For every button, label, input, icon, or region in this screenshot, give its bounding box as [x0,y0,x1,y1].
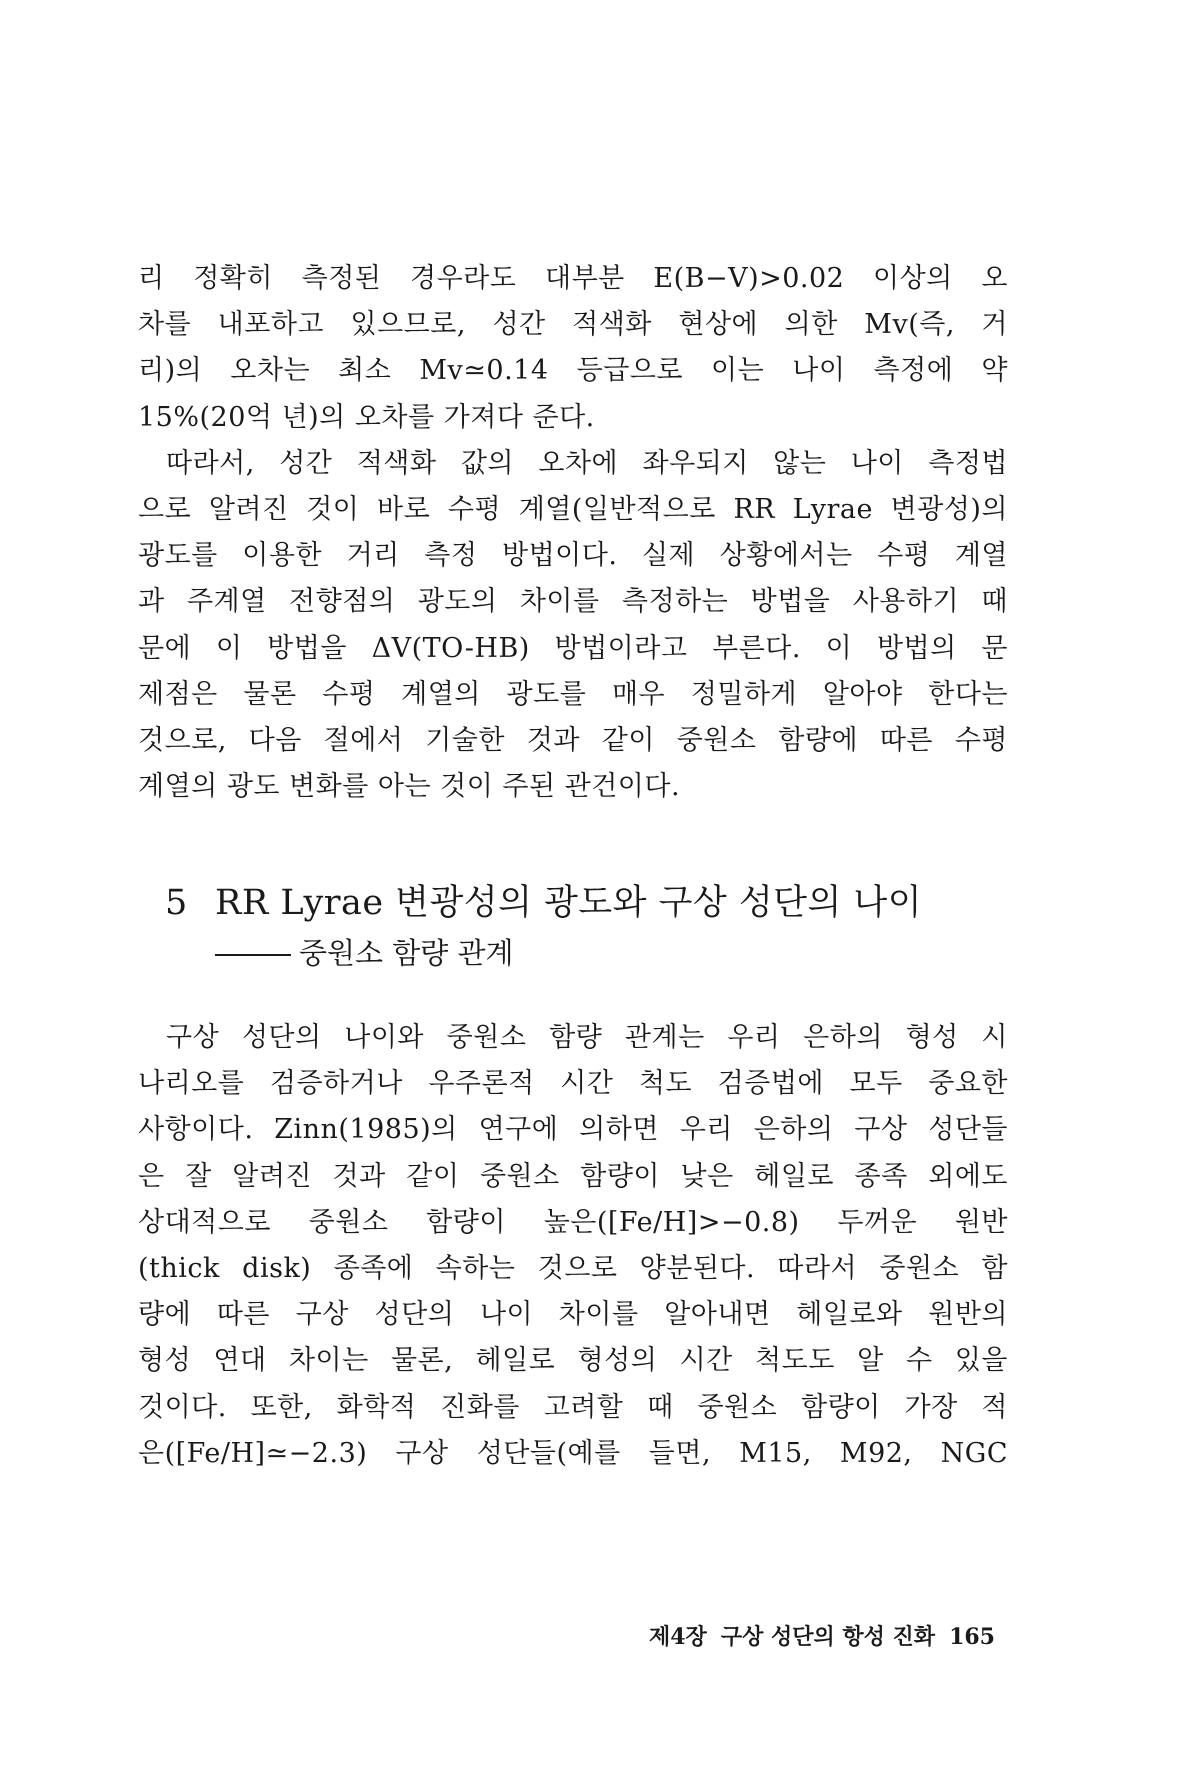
text-line: 나리오를 검증하거나 우주론적 시간 척도 검증법에 모두 중요한 [138,1068,1008,1100]
text-line: 은([Fe/H]≃−2.3) 구상 성단들(예를 들면, M15, M92, NGC [138,1437,1008,1469]
text-line: (thick disk) 종족에 속하는 것으로 양분된다. 따라서 중원소 함 [138,1252,1008,1284]
text-line: 15%(20억 년)의 오차를 가져다 준다. [138,401,595,433]
text-line: 형성 연대 차이는 물론, 헤일로 형성의 시간 척도도 알 수 있을 [138,1345,1008,1377]
body-text-bottom [138,1015,1008,1477]
text-line: 제점은 물론 수평 계열의 광도를 매우 정밀하게 알아야 한다는 [138,678,1008,710]
text-line: 것이다. 또한, 화학적 진화를 고려할 때 중원소 함량이 가장 적 [138,1391,1008,1423]
text-line: 구상 성단의 나이와 중원소 함량 관계는 우리 은하의 형성 시 [166,1022,1008,1053]
section-subtitle-line [165,928,965,978]
text-line: 과 주계열 전향점의 광도의 차이를 측정하는 방법을 사용하기 때 [138,586,1008,618]
section-subtitle: 중원소 함량 관계 [299,936,514,970]
text-line: 량에 따른 구상 성단의 나이 차이를 알아내면 헤일로와 원반의 [138,1299,1008,1331]
em-dash-rule [215,954,291,956]
text-line: 계열의 광도 변화를 아는 것이 주된 관건이다. [138,771,681,803]
text-line: 광도를 이용한 거리 측정 방법이다. 실제 상황에서는 수평 계열 [138,540,1008,572]
text-line: 문에 이 방법을 ΔV(TO-HB) 방법이라고 부른다. 이 방법의 문 [138,632,1008,664]
section-heading [165,878,965,978]
text-line: 리 정확히 측정된 경우라도 대부분 E(B−V)>0.02 이상의 오 [138,263,1008,294]
running-footer [555,1620,995,1654]
text-line: 리)의 오차는 최소 Mv≃0.14 등급으로 이는 나이 측정에 약 [138,355,1008,387]
text-line: 으로 알려진 것이 바로 수평 계열(일반적으로 RR Lyrae 변광성)의 [138,493,1008,525]
text-line: 차를 내포하고 있으므로, 성간 적색화 현상에 의한 Mv(즉, 거 [138,309,1008,341]
text-line: 따라서, 성간 적색화 값의 오차에 좌우되지 않는 나이 측정법 [166,447,1008,479]
text-line: 것으로, 다음 절에서 기술한 것과 같이 중원소 함량에 따른 수평 [138,724,1008,756]
page-number: 165 [949,1624,995,1650]
text-line: 상대적으로 중원소 함량이 높은([Fe/H]>−0.8) 두꺼운 원반 [138,1206,1008,1238]
body-text-top [138,256,1008,810]
footer-chapter-title: 구상 성단의 항성 진화 [720,1624,936,1650]
text-line: 은 잘 알려진 것과 같이 중원소 함량이 낮은 헤일로 종족 외에도 [138,1160,1008,1192]
section-title: RR Lyrae 변광성의 광도와 구상 성단의 나이 [215,883,923,923]
footer-chapter: 제4장 [649,1624,707,1650]
text-line: 사항이다. Zinn(1985)의 연구에 의하면 우리 은하의 구상 성단들 [138,1114,1008,1146]
section-title-line [165,878,965,928]
section-number: 5 [165,883,188,923]
